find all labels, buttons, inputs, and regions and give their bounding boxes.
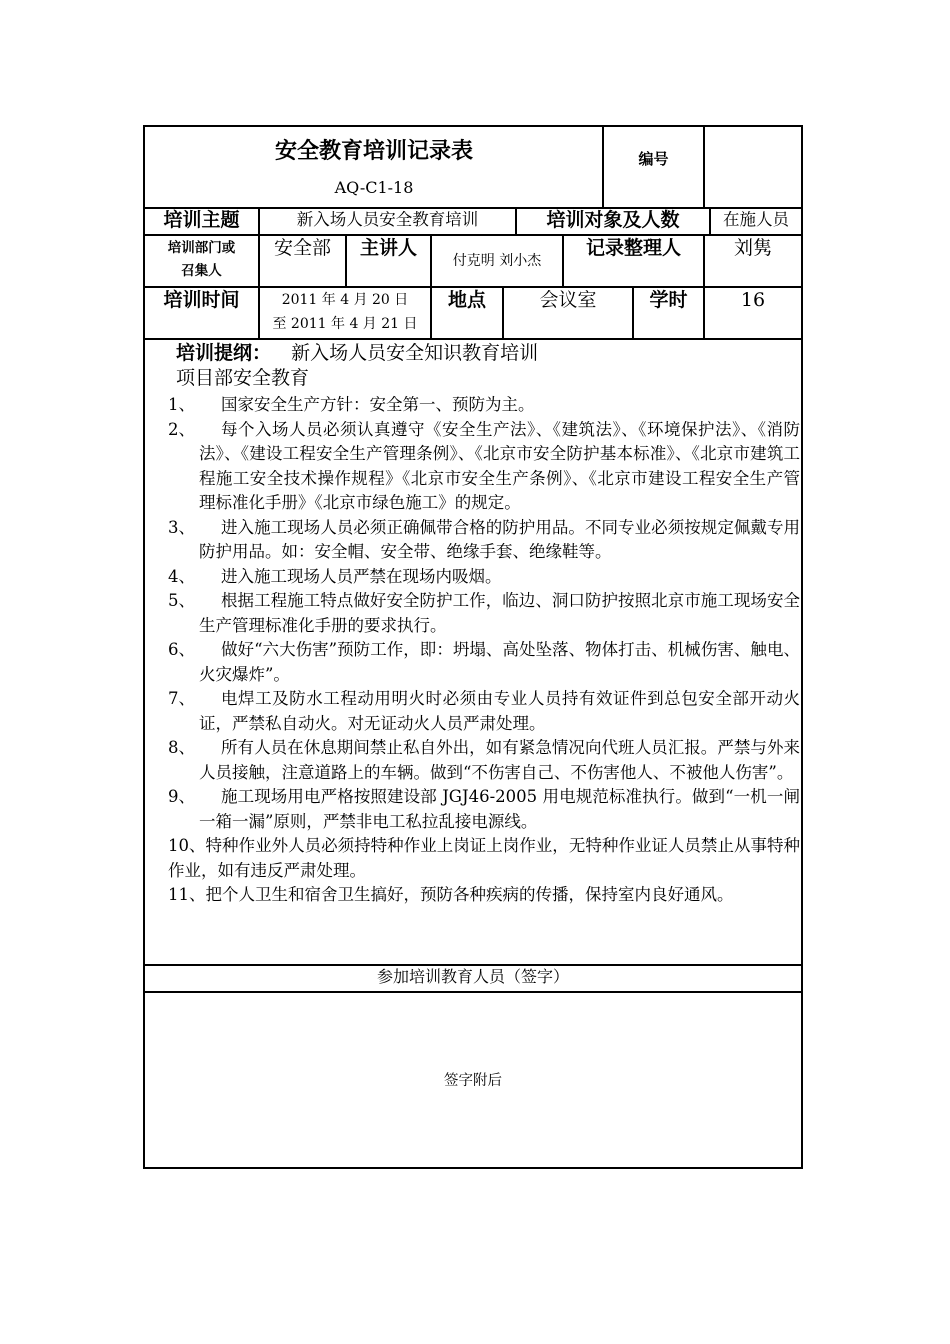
outline-item-number: 1、 <box>168 395 195 414</box>
speaker-label: 主讲人 <box>359 237 417 259</box>
place-value: 会议室 <box>539 289 597 311</box>
row-divider <box>143 991 803 993</box>
form-title: 安全教育培训记录表 <box>274 139 473 164</box>
recorder-label: 记录整理人 <box>585 237 681 259</box>
time-label: 培训时间 <box>163 289 240 311</box>
outline-item-number: 3、 <box>168 517 195 537</box>
outline-item-text: 所有人员在休息期间禁止私自外出，如有紧急情况向代班人员汇报。严禁与外来人员接触，注意道路上的车辆。做到“不伤害自己、不伤害他人、不被他人伤害”。 <box>199 738 800 782</box>
outline-subject: 新入场人员安全知识教育培训 <box>291 342 539 364</box>
speaker-value: 付克明 刘小杰 <box>452 253 542 269</box>
outline-heading <box>176 344 538 363</box>
participants-label: 参加培训教育人员（签字） <box>376 967 569 986</box>
dept-value: 安全部 <box>273 237 331 259</box>
col-divider <box>602 125 604 209</box>
outline-item-number: 6、 <box>168 640 195 659</box>
row-divider <box>143 964 803 966</box>
outline-item-text: 根据工程施工特点做好安全防护工作，临边、洞口防护按照北京市施工现场安全生产管理标准化手册的要求执行。 <box>199 591 800 635</box>
signature-note: 签字附后 <box>444 1073 502 1089</box>
time-line2: 至 2011 年 4 月 21 日 <box>272 316 418 332</box>
outline-item <box>168 638 800 687</box>
outline-item <box>168 736 800 785</box>
outline-item-text: 每个入场人员必须认真遵守《安全生产法》、《建筑法》、《环境保护法》、《消防法》、《建设工程安全生产管理条例》、《北京市安全防护基本标准》、《北京市建筑工程施工安全技术操作规程》《北京市安全生产条例》、《北京市建设工程安全生产管理标准化手册》《北京市绿色施工》的规定。 <box>199 419 800 512</box>
outline-item-number: 8、 <box>168 738 195 757</box>
hours-label: 学时 <box>649 289 688 311</box>
outline-item-number: 9、 <box>168 787 195 806</box>
outline-item-text: 进入施工现场人员必须正确佩带合格的防护用品。不同专业必须按规定佩戴专用防护用品。如：安全帽、安全带、绝缘手套、绝缘鞋等。 <box>199 517 800 561</box>
outline-item <box>168 785 800 834</box>
outline-item-text: 电焊工及防水工程动用明火时必须由专业人员持有效证件到总包安全部开动火证，严禁私自动火。对无证动火人员严肃处理。 <box>199 689 800 733</box>
outline-item <box>168 516 800 565</box>
outline-item <box>168 393 800 418</box>
outline-item: 11、把个人卫生和宿舍卫生搞好，预防各种疾病的传播，保持室内良好通风。 <box>168 885 734 904</box>
dept-label-line1: 培训部门或 <box>167 240 236 256</box>
target-label: 培训对象及人数 <box>546 209 680 231</box>
form-code: AQ-C1-18 <box>334 178 414 197</box>
outline-item-text: 施工现场用电严格按照建设部 JGJ46-2005 用电规范标准执行。做到“一机一闸一箱一漏”原则，严禁非电工私拉乱接电源线。 <box>199 787 800 831</box>
outline-item <box>168 687 800 736</box>
col-divider <box>703 125 705 209</box>
outline-item-text: 国家安全生产方针：安全第一、预防为主。 <box>221 395 535 414</box>
place-label: 地点 <box>447 289 486 311</box>
outline-item-number: 7、 <box>168 689 195 708</box>
time-line1: 2011 年 4 月 20 日 <box>281 292 409 308</box>
outline-item-number: 5、 <box>168 591 195 610</box>
outline-items <box>168 393 800 908</box>
number-label: 编号 <box>638 150 669 168</box>
outline-item-text: 做好“六大伤害”预防工作，即：坍塌、高处坠落、物体打击、机械伤害、触电、火灾爆炸”。 <box>199 640 800 684</box>
outline-item-text: 进入施工现场人员严禁在现场内吸烟。 <box>221 566 502 586</box>
outline-section: 项目部安全教育 <box>176 367 310 389</box>
outline-item-number: 2、 <box>168 419 195 439</box>
dept-label-line2: 召集人 <box>181 263 222 279</box>
recorder-value: 刘隽 <box>733 237 772 259</box>
target-value: 在施人员 <box>723 210 789 229</box>
hours-value: 16 <box>740 289 766 311</box>
outline-item: 10、特种作业外人员必须持特种作业上岗证上岗作业，无特种作业证人员禁止从事特种作业，如有违反严肃处理。 <box>168 836 800 880</box>
outline-label: 培训提纲： <box>176 342 272 364</box>
outline-item-number: 4、 <box>168 566 195 586</box>
topic-label: 培训主题 <box>163 209 240 231</box>
outline-item <box>168 565 800 590</box>
outline-item <box>168 418 800 516</box>
topic-value: 新入场人员安全教育培训 <box>296 210 479 229</box>
outline-item <box>168 589 800 638</box>
